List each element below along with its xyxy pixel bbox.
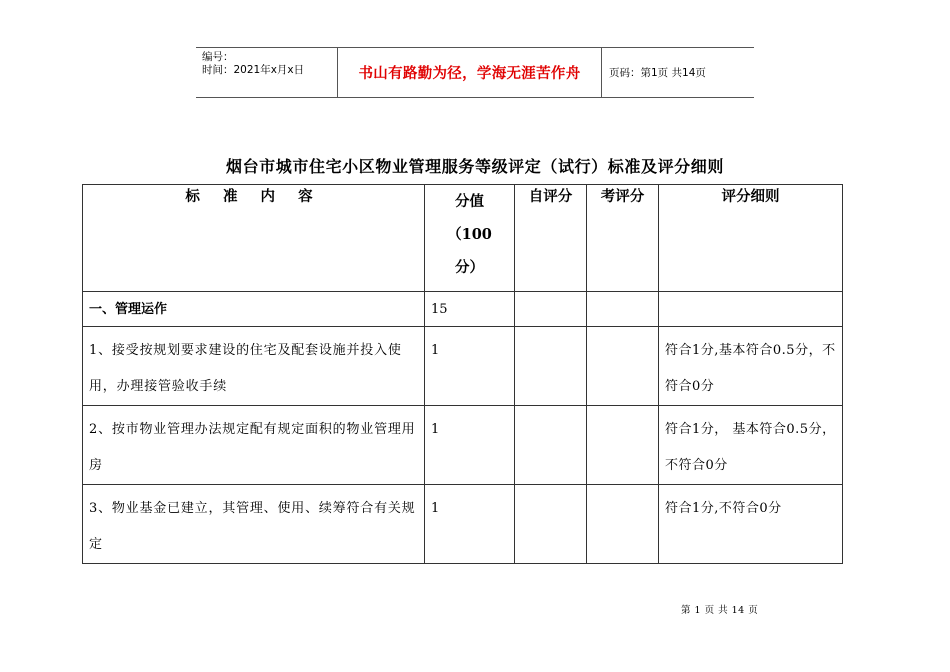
- row-rule: 符合1分,不符合0分: [665, 501, 782, 516]
- exam-score-cell: [587, 406, 659, 485]
- doc-number-label: 编号：: [202, 51, 234, 63]
- table-header-row: [83, 185, 843, 292]
- row-content: 2、按市物业管理办法规定配有规定面积的物业管理用房: [89, 422, 416, 473]
- exam-score-cell: [587, 485, 659, 564]
- header-page-code-cell: [601, 48, 754, 97]
- header-motto: 书山有路勤为径，学海无涯苦作舟: [358, 65, 581, 82]
- row-score: 1: [431, 343, 440, 358]
- row-score: 1: [431, 422, 440, 437]
- self-score-cell: [515, 327, 587, 406]
- row-score: 1: [431, 501, 440, 516]
- row-content: 1、接受按规划要求建设的住宅及配套设施并投入使用，办理接管验收手续: [89, 343, 402, 394]
- row-rule: 符合1分,基本符合0.5分，不符合0分: [665, 343, 836, 394]
- row-content: 3、物业基金已建立，其管理、使用、续筹符合有关规定: [89, 501, 416, 552]
- self-score-cell: [515, 485, 587, 564]
- page-header: [196, 47, 754, 98]
- col-header-rules: 评分细则: [659, 185, 843, 292]
- page-footer: 第 1 页 共 14 页: [681, 605, 759, 616]
- header-page-code: 页码：第1页 共14页: [609, 67, 706, 79]
- table-row: [83, 406, 843, 485]
- header-meta: [196, 48, 338, 97]
- section-score: 15: [431, 302, 448, 317]
- header-motto-cell: [338, 48, 602, 97]
- exam-score-cell: [587, 292, 659, 327]
- doc-time-label: 时间：2021年x月x日: [202, 64, 305, 76]
- row-rule: 符合1分， 基本符合0.5分，不符合0分: [665, 422, 836, 473]
- col-header-content: 标 准 内 容: [83, 185, 425, 292]
- table-row: [83, 327, 843, 406]
- standards-table: [82, 184, 843, 564]
- col-header-score: 分值 （100 分）: [425, 185, 515, 292]
- col-header-exam-score: 考评分: [587, 185, 659, 292]
- col-header-self-score: 自评分: [515, 185, 587, 292]
- table-row: [83, 485, 843, 564]
- self-score-cell: [515, 406, 587, 485]
- rule-cell: [659, 292, 843, 327]
- section-row: [83, 292, 843, 327]
- document-title: 烟台市城市住宅小区物业管理服务等级评定（试行）标准及评分细则: [225, 157, 724, 176]
- exam-score-cell: [587, 327, 659, 406]
- section-title: 一、管理运作: [89, 302, 168, 317]
- self-score-cell: [515, 292, 587, 327]
